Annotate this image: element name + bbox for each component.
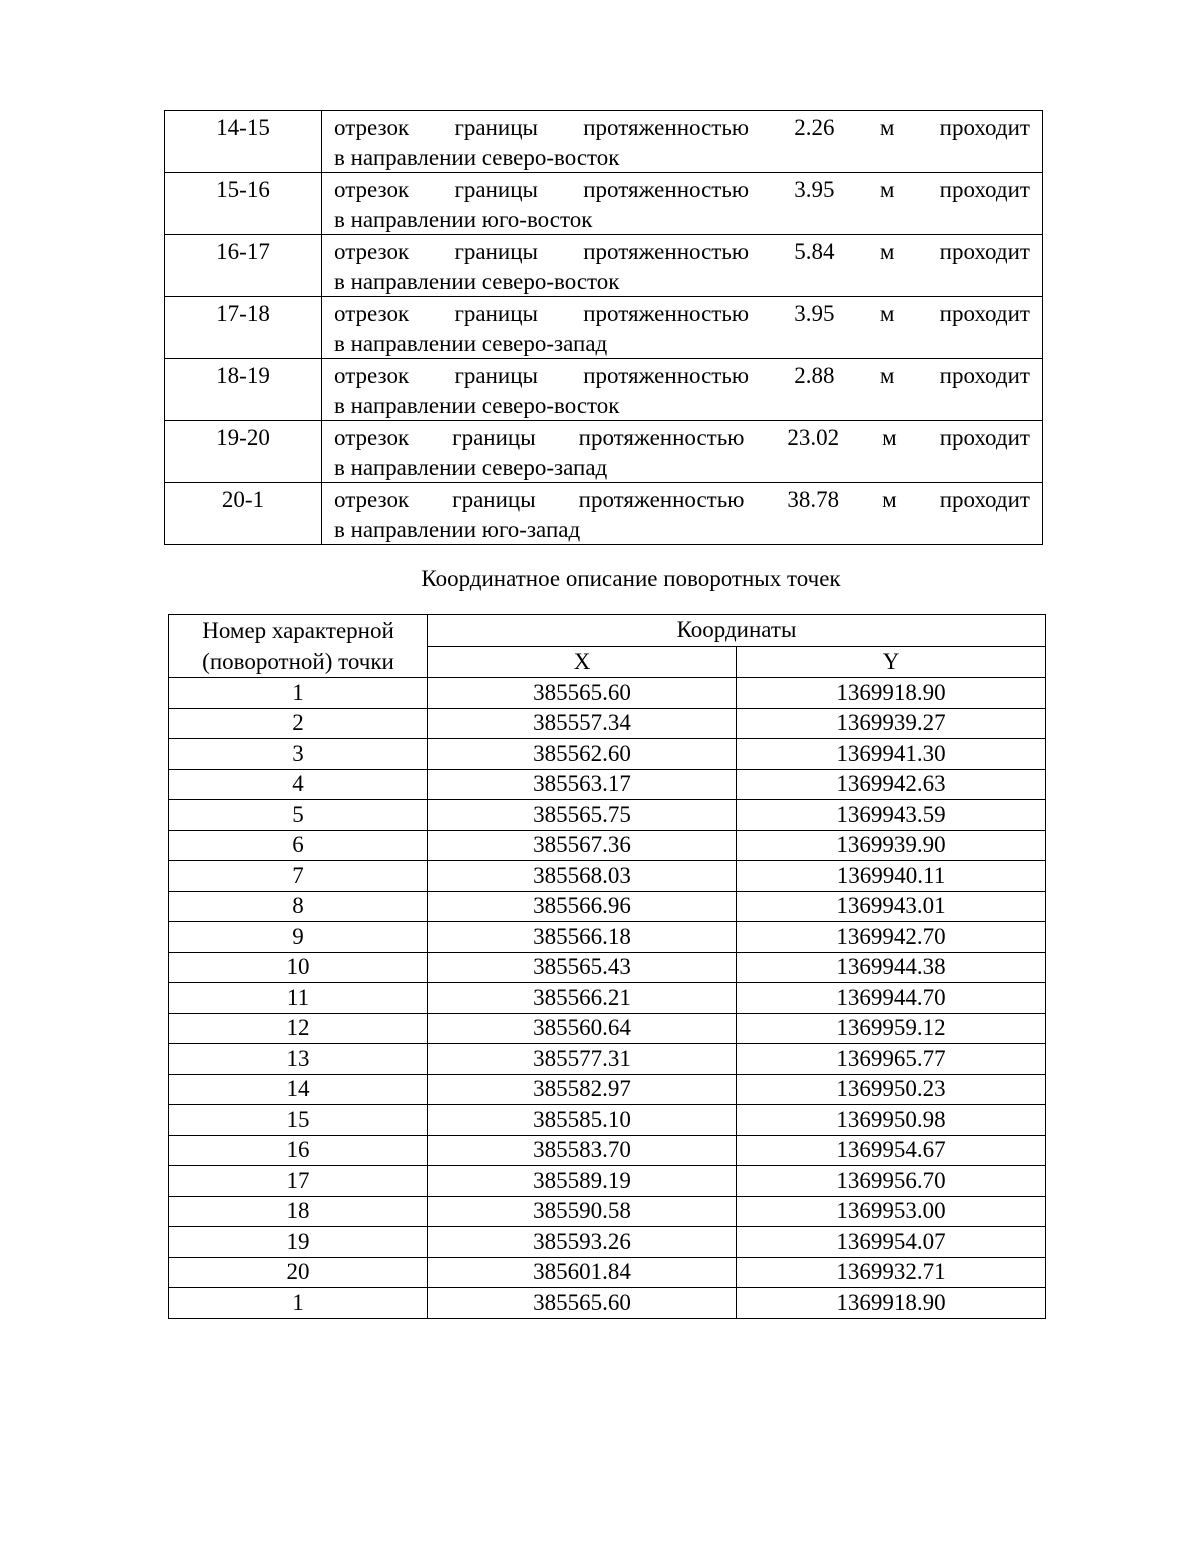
segment-word: протяженностью: [583, 115, 750, 140]
segment-word: 5.84: [794, 239, 835, 264]
y-coordinate-cell: 1369943.01: [737, 891, 1046, 922]
segment-description-line1: [334, 423, 1030, 453]
table-row: [169, 1257, 1046, 1288]
segment-word: отрезок: [334, 115, 410, 140]
x-coordinate-cell: 385601.84: [428, 1257, 737, 1288]
segment-word: проходит: [939, 363, 1030, 388]
x-coordinate-cell: 385565.43: [428, 952, 737, 983]
segment-description: [322, 359, 1043, 421]
table-row: [169, 1074, 1046, 1105]
coordinates-table: [168, 614, 1046, 1319]
y-coordinate-cell: 1369918.90: [737, 1288, 1046, 1319]
segment-word: м: [882, 487, 897, 512]
segment-word: протяженностью: [583, 363, 750, 388]
point-number-cell: 20: [169, 1257, 428, 1288]
x-coordinate-cell: 385566.21: [428, 983, 737, 1014]
y-coordinate-cell: 1369959.12: [737, 1013, 1046, 1044]
segment-row: [165, 359, 1043, 421]
y-coordinate-cell: 1369944.38: [737, 952, 1046, 983]
segment-row: [165, 235, 1043, 297]
segment-word: границы: [454, 239, 538, 264]
segment-word: границы: [454, 177, 538, 202]
segment-row: [165, 111, 1043, 173]
y-coordinate-cell: 1369953.00: [737, 1196, 1046, 1227]
point-number-cell: 7: [169, 861, 428, 892]
table-row: [169, 800, 1046, 831]
table-row: [169, 1044, 1046, 1075]
table-row: [169, 1196, 1046, 1227]
table-row: [169, 1013, 1046, 1044]
segment-description: [322, 483, 1043, 545]
segment-description: [322, 111, 1043, 173]
segment-word: проходит: [939, 115, 1030, 140]
x-coordinate-cell: 385593.26: [428, 1227, 737, 1258]
segment-direction: в направлении северо-запад: [334, 454, 608, 480]
segment-direction: в направлении северо-восток: [334, 144, 620, 170]
segment-row: [165, 173, 1043, 235]
x-coordinate-cell: 385565.60: [428, 678, 737, 709]
x-coordinate-cell: 385557.34: [428, 708, 737, 739]
point-number-cell: 18: [169, 1196, 428, 1227]
segment-description-line1: [334, 175, 1030, 205]
segment-word: протяженностью: [583, 239, 750, 264]
table-row: [169, 891, 1046, 922]
segment-word: 38.78: [787, 487, 840, 512]
point-number-header-line1: Номер характерной: [202, 618, 394, 643]
table-row: [169, 1288, 1046, 1319]
x-coordinate-cell: 385590.58: [428, 1196, 737, 1227]
segment-word: протяженностью: [583, 301, 750, 326]
segment-id: 17-18: [165, 297, 322, 359]
point-number-cell: 17: [169, 1166, 428, 1197]
segment-word: отрезок: [334, 363, 410, 388]
segment-word: границы: [454, 301, 538, 326]
segment-description-line1: [334, 361, 1030, 391]
segment-word: 3.95: [794, 301, 835, 326]
point-number-cell: 2: [169, 708, 428, 739]
y-coordinate-cell: 1369956.70: [737, 1166, 1046, 1197]
segment-word: м: [879, 363, 895, 388]
x-coordinate-cell: 385589.19: [428, 1166, 737, 1197]
point-number-cell: 6: [169, 830, 428, 861]
segment-id: 14-15: [165, 111, 322, 173]
segment-id: 15-16: [165, 173, 322, 235]
x-coordinate-cell: 385582.97: [428, 1074, 737, 1105]
y-coordinate-cell: 1369939.90: [737, 830, 1046, 861]
x-header: X: [428, 646, 737, 678]
point-number-cell: 3: [169, 739, 428, 770]
point-number-cell: 10: [169, 952, 428, 983]
y-coordinate-cell: 1369954.07: [737, 1227, 1046, 1258]
x-coordinate-cell: 385565.75: [428, 800, 737, 831]
table-row: [169, 861, 1046, 892]
x-coordinate-cell: 385577.31: [428, 1044, 737, 1075]
segment-description: [322, 173, 1043, 235]
segment-word: границы: [452, 487, 536, 512]
segment-word: 2.26: [794, 115, 835, 140]
x-coordinate-cell: 385562.60: [428, 739, 737, 770]
segment-word: границы: [454, 115, 538, 140]
segment-word: протяженностью: [578, 425, 745, 450]
point-number-cell: 13: [169, 1044, 428, 1075]
segment-word: 23.02: [787, 425, 840, 450]
segment-word: м: [879, 115, 895, 140]
point-number-cell: 4: [169, 769, 428, 800]
segment-direction: в направлении северо-восток: [334, 392, 620, 418]
point-number-cell: 11: [169, 983, 428, 1014]
y-coordinate-cell: 1369950.98: [737, 1105, 1046, 1136]
point-number-cell: 1: [169, 678, 428, 709]
y-coordinate-cell: 1369950.23: [737, 1074, 1046, 1105]
segment-row: [165, 483, 1043, 545]
segment-word: отрезок: [334, 301, 410, 326]
segment-description: [322, 235, 1043, 297]
segment-row: [165, 297, 1043, 359]
y-coordinate-cell: 1369944.70: [737, 983, 1046, 1014]
segment-id: 20-1: [165, 483, 322, 545]
x-coordinate-cell: 385563.17: [428, 769, 737, 800]
x-coordinate-cell: 385566.96: [428, 891, 737, 922]
table-row: [169, 983, 1046, 1014]
segment-word: протяженностью: [583, 177, 750, 202]
y-coordinate-cell: 1369942.70: [737, 922, 1046, 953]
table-row: [169, 830, 1046, 861]
coordinates-header: Координаты: [428, 615, 1046, 647]
segment-word: отрезок: [334, 239, 410, 264]
segment-word: отрезок: [334, 487, 410, 512]
segment-direction: в направлении юго-запад: [334, 516, 581, 542]
segment-word: протяженностью: [578, 487, 745, 512]
segment-word: отрезок: [334, 177, 410, 202]
segment-word: м: [879, 239, 895, 264]
y-coordinate-cell: 1369941.30: [737, 739, 1046, 770]
point-number-cell: 5: [169, 800, 428, 831]
point-number-header-line2: (поворотной) точки: [202, 649, 394, 674]
x-coordinate-cell: 385568.03: [428, 861, 737, 892]
point-number-cell: 8: [169, 891, 428, 922]
x-coordinate-cell: 385583.70: [428, 1135, 737, 1166]
table-row: [169, 1135, 1046, 1166]
segment-word: проходит: [939, 487, 1030, 512]
y-coordinate-cell: 1369932.71: [737, 1257, 1046, 1288]
point-number-cell: 19: [169, 1227, 428, 1258]
segment-description-line1: [334, 113, 1030, 143]
segment-direction: в направлении северо-запад: [334, 330, 608, 356]
coordinates-title: Координатное описание поворотных точек: [421, 566, 841, 591]
segment-id: 16-17: [165, 235, 322, 297]
y-coordinate-cell: 1369943.59: [737, 800, 1046, 831]
segment-description-line1: [334, 299, 1030, 329]
table-row: [169, 922, 1046, 953]
segment-word: м: [882, 425, 897, 450]
point-number-header: [169, 615, 428, 678]
table-row: [169, 769, 1046, 800]
point-number-cell: 12: [169, 1013, 428, 1044]
table-row: [169, 952, 1046, 983]
point-number-cell: 14: [169, 1074, 428, 1105]
segment-word: проходит: [939, 177, 1030, 202]
table-row: [169, 678, 1046, 709]
y-coordinate-cell: 1369942.63: [737, 769, 1046, 800]
y-coordinate-cell: 1369965.77: [737, 1044, 1046, 1075]
segment-word: м: [879, 177, 895, 202]
x-coordinate-cell: 385567.36: [428, 830, 737, 861]
x-coordinate-cell: 385565.60: [428, 1288, 737, 1319]
y-coordinate-cell: 1369940.11: [737, 861, 1046, 892]
segment-word: проходит: [939, 239, 1030, 264]
point-number-cell: 16: [169, 1135, 428, 1166]
segment-word: 3.95: [794, 177, 835, 202]
y-header: Y: [737, 646, 1046, 678]
segment-word: отрезок: [334, 425, 410, 450]
segment-description: [322, 421, 1043, 483]
boundary-segments-table: [164, 110, 1043, 545]
segment-direction: в направлении северо-восток: [334, 268, 620, 294]
segment-word: 2.88: [794, 363, 835, 388]
table-row: [169, 1166, 1046, 1197]
segment-direction: в направлении юго-восток: [334, 206, 593, 232]
segment-description-line1: [334, 485, 1030, 515]
y-coordinate-cell: 1369918.90: [737, 678, 1046, 709]
coordinates-header-row: [169, 615, 1046, 647]
point-number-cell: 1: [169, 1288, 428, 1319]
y-coordinate-cell: 1369939.27: [737, 708, 1046, 739]
segment-word: проходит: [939, 425, 1030, 450]
y-coordinate-cell: 1369954.67: [737, 1135, 1046, 1166]
point-number-cell: 15: [169, 1105, 428, 1136]
segment-id: 18-19: [165, 359, 322, 421]
segment-word: м: [879, 301, 895, 326]
table-row: [169, 739, 1046, 770]
table-row: [169, 1227, 1046, 1258]
x-coordinate-cell: 385560.64: [428, 1013, 737, 1044]
segment-word: границы: [454, 363, 538, 388]
x-coordinate-cell: 385585.10: [428, 1105, 737, 1136]
segment-word: границы: [452, 425, 536, 450]
table-row: [169, 708, 1046, 739]
segments-body: [165, 111, 1043, 545]
table-row: [169, 1105, 1046, 1136]
segment-id: 19-20: [165, 421, 322, 483]
x-coordinate-cell: 385566.18: [428, 922, 737, 953]
segment-row: [165, 421, 1043, 483]
segment-description-line1: [334, 237, 1030, 267]
segment-word: проходит: [939, 301, 1030, 326]
coordinates-body: [169, 678, 1046, 1319]
segment-description: [322, 297, 1043, 359]
point-number-cell: 9: [169, 922, 428, 953]
